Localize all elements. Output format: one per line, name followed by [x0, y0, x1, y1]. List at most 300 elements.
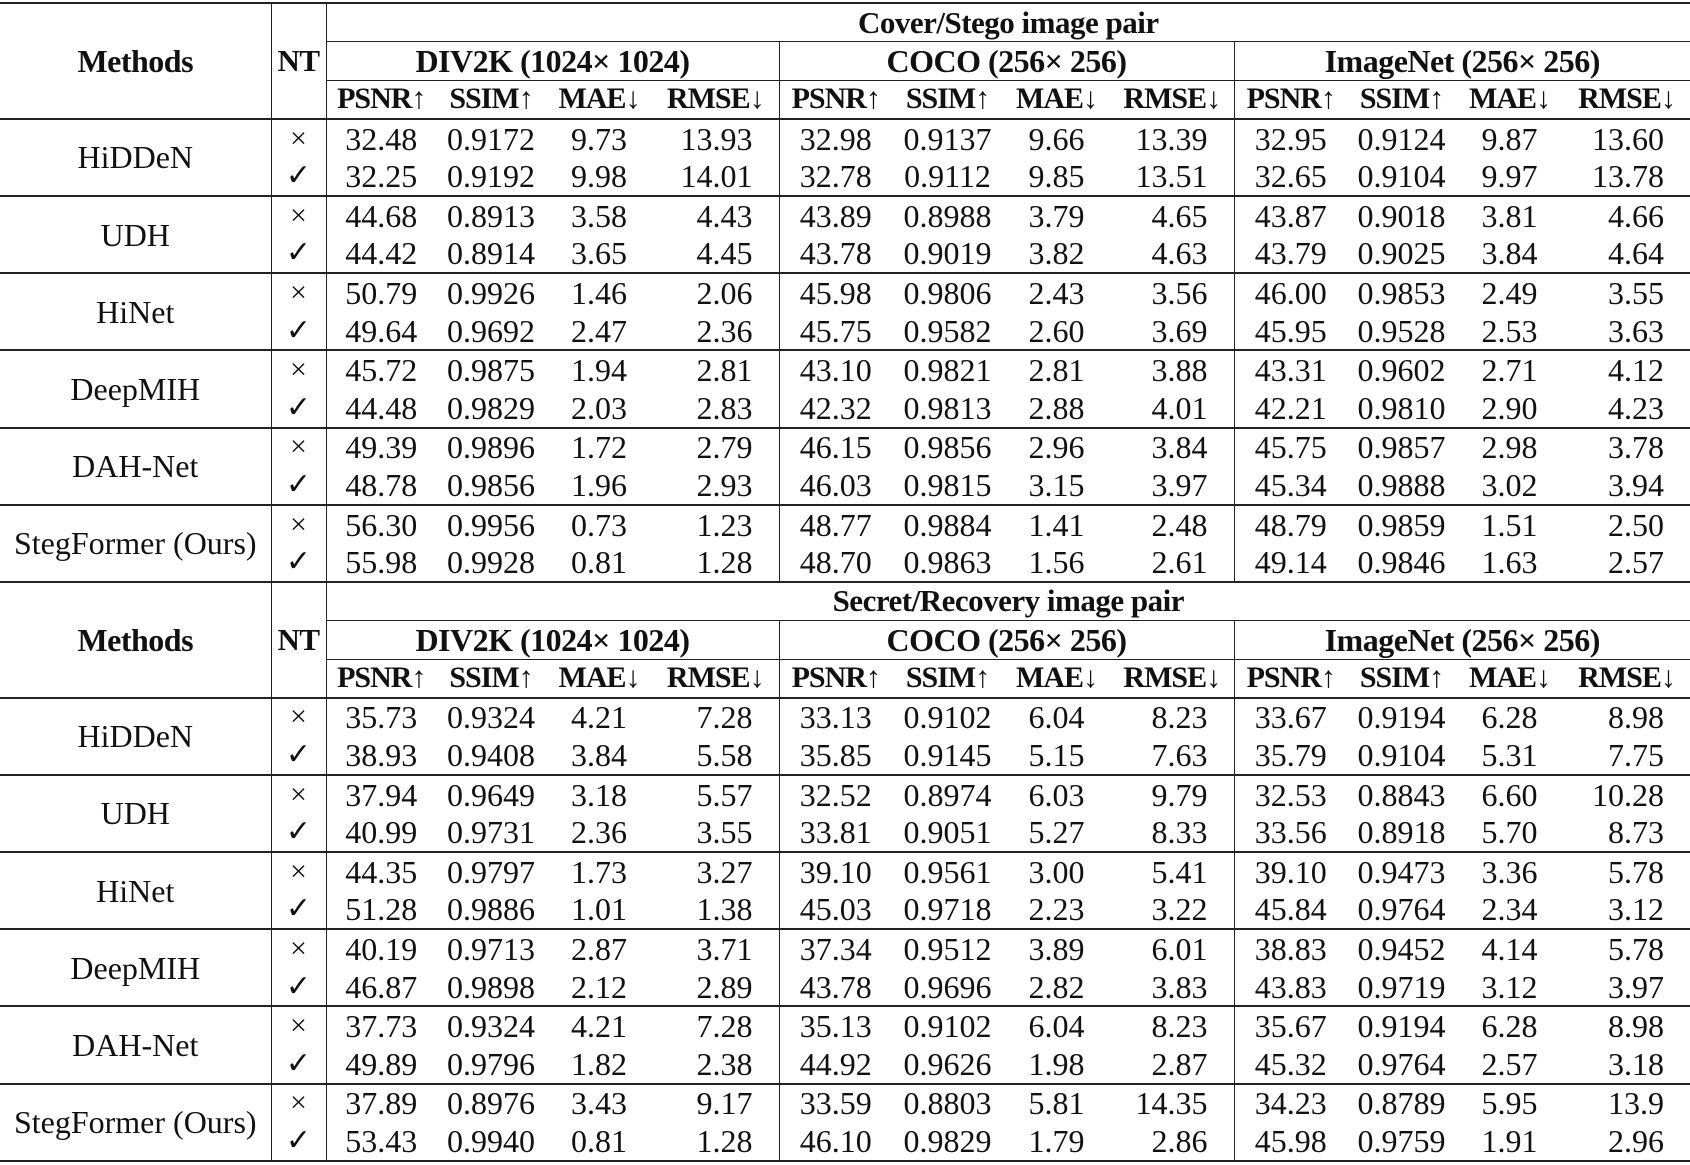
value-cell: 0.9759: [1347, 1122, 1456, 1161]
value-cell: 32.65: [1254, 158, 1327, 195]
value-cell: 1.28: [652, 1122, 779, 1161]
value-cell: 0.9692: [447, 312, 535, 349]
value-cell: 53.43: [326, 1122, 436, 1161]
value-cell: 2.96: [1563, 1122, 1690, 1161]
value-cell: 3.00: [1003, 852, 1110, 891]
method-name: DAH-Net: [0, 1006, 271, 1083]
method-name: HiDDeN: [0, 698, 271, 775]
value-cell: 3.79: [1003, 196, 1110, 235]
value-cell: 44.35: [326, 852, 436, 891]
value-cell: 35.67: [1234, 1006, 1347, 1045]
method-name: DAH-Net: [0, 428, 271, 505]
metric-header: RMSE↓: [652, 659, 779, 698]
value-cell: 13.78: [1592, 158, 1665, 195]
value-cell: 4.45: [652, 235, 779, 274]
table-row: [0, 119, 1690, 158]
value-cell: 2.89: [652, 968, 779, 1007]
value-cell: 4.21: [546, 698, 652, 737]
value-cell: 14.35: [1110, 1084, 1234, 1123]
value-cell: 43.10: [779, 350, 892, 389]
value-cell: 0.8974: [892, 775, 1003, 814]
value-cell: 40.99: [345, 814, 418, 851]
table-row: [0, 929, 1690, 968]
value-cell: 9.79: [1110, 775, 1234, 814]
value-cell: 1.91: [1456, 1122, 1563, 1161]
value-cell: 0.8913: [436, 196, 546, 235]
metric-header: PSNR↑: [1234, 80, 1347, 119]
value-cell: 2.60: [1028, 312, 1085, 349]
value-cell: 13.93: [652, 119, 779, 158]
cross-icon: ×: [271, 698, 326, 737]
value-cell: 5.95: [1456, 1084, 1563, 1123]
value-cell: 51.28: [345, 891, 418, 928]
value-cell: 0.9102: [892, 1006, 1003, 1045]
value-cell: 0.9884: [892, 505, 1003, 544]
value-cell: 2.49: [1456, 273, 1563, 312]
value-cell: 4.64: [1608, 235, 1665, 272]
value-cell: 6.01: [1110, 929, 1234, 968]
value-cell: 2.57: [1608, 544, 1665, 581]
value-cell: 0.9926: [436, 273, 546, 312]
value-cell: 0.9528: [1357, 312, 1446, 349]
value-cell: 0.9473: [1347, 852, 1456, 891]
value-cell: 6.03: [1003, 775, 1110, 814]
value-cell: 13.51: [1110, 157, 1234, 196]
cross-icon: ×: [271, 1006, 326, 1045]
value-cell: 0.9124: [1347, 119, 1456, 158]
value-cell: 6.28: [1456, 698, 1563, 737]
value-cell: 9.98: [571, 158, 627, 195]
value-cell: 9.97: [1481, 158, 1538, 195]
value-cell: 46.10: [779, 1122, 892, 1161]
value-cell: 37.73: [326, 1006, 436, 1045]
value-cell: 3.18: [1608, 1045, 1665, 1082]
value-cell: 43.87: [1234, 196, 1347, 235]
value-cell: 1.82: [571, 1045, 627, 1082]
value-cell: 3.15: [1028, 466, 1085, 503]
value-cell: 1.38: [652, 891, 779, 930]
value-cell: 0.9813: [903, 389, 992, 426]
value-cell: 43.78: [799, 968, 872, 1005]
value-cell: 8.33: [1110, 813, 1234, 852]
method-name: StegFormer (Ours): [0, 1084, 271, 1161]
value-cell: 40.19: [326, 929, 436, 968]
value-cell: 45.03: [799, 891, 872, 928]
value-cell: 0.9856: [447, 466, 535, 503]
method-name: HiNet: [0, 273, 271, 350]
value-cell: 2.93: [652, 466, 779, 505]
cross-icon: ×: [271, 196, 326, 235]
value-cell: 0.9051: [903, 814, 992, 851]
value-cell: 7.75: [1608, 737, 1665, 774]
value-cell: 5.70: [1481, 814, 1538, 851]
value-cell: 3.94: [1608, 466, 1665, 503]
metric-header: SSIM↑: [1347, 659, 1456, 698]
value-cell: 0.9940: [436, 1122, 546, 1161]
value-cell: 0.9956: [436, 505, 546, 544]
value-cell: 46.15: [779, 428, 892, 467]
metric-header: PSNR↑: [779, 80, 892, 119]
value-cell: 0.9649: [436, 775, 546, 814]
value-cell: 33.13: [779, 698, 892, 737]
value-cell: 2.23: [1028, 891, 1085, 928]
value-cell: 39.10: [1234, 852, 1347, 891]
cross-icon: ×: [271, 350, 326, 389]
value-cell: 2.03: [571, 389, 627, 426]
value-cell: 44.68: [326, 196, 436, 235]
dataset-header: ImageNet (256× 256): [1234, 621, 1690, 660]
check-icon: ✓: [271, 466, 326, 505]
value-cell: 3.55: [652, 813, 779, 852]
value-cell: 3.82: [1028, 235, 1085, 272]
value-cell: 0.9797: [436, 852, 546, 891]
value-cell: 7.63: [1110, 736, 1234, 775]
metric-header: MAE↓: [1003, 659, 1110, 698]
value-cell: 14.01: [652, 157, 779, 196]
value-cell: 38.83: [1234, 929, 1347, 968]
value-cell: 5.57: [652, 775, 779, 814]
value-cell: 2.47: [571, 312, 627, 349]
metric-header: MAE↓: [1456, 80, 1563, 119]
value-cell: 0.9626: [903, 1045, 992, 1082]
value-cell: 2.34: [1481, 891, 1538, 928]
value-cell: 4.66: [1563, 196, 1690, 235]
value-cell: 0.9898: [447, 968, 535, 1005]
value-cell: 33.56: [1254, 814, 1327, 851]
metric-header: MAE↓: [1456, 659, 1563, 698]
value-cell: 35.79: [1254, 737, 1327, 774]
value-cell: 45.72: [326, 350, 436, 389]
section-title: Cover/Stego image pair: [326, 3, 1690, 42]
value-cell: 3.63: [1608, 312, 1665, 349]
value-cell: 8.23: [1110, 698, 1234, 737]
check-icon: ✓: [271, 543, 326, 582]
value-cell: 2.61: [1110, 543, 1234, 582]
value-cell: 2.43: [1003, 273, 1110, 312]
check-icon: ✓: [271, 1045, 326, 1084]
value-cell: 13.60: [1563, 119, 1690, 158]
value-cell: 1.51: [1456, 505, 1563, 544]
value-cell: 0.9863: [903, 544, 992, 581]
value-cell: 56.30: [326, 505, 436, 544]
value-cell: 2.50: [1563, 505, 1690, 544]
value-cell: 1.96: [571, 466, 627, 503]
value-cell: 0.9764: [1357, 1045, 1446, 1082]
value-cell: 1.28: [652, 543, 779, 582]
value-cell: 4.63: [1110, 235, 1234, 274]
method-name: HiDDeN: [0, 119, 271, 196]
cross-icon: ×: [271, 119, 326, 158]
value-cell: 33.81: [799, 814, 872, 851]
value-cell: 0.9896: [436, 428, 546, 467]
value-cell: 3.71: [652, 929, 779, 968]
value-cell: 5.15: [1028, 737, 1085, 774]
check-icon: ✓: [271, 389, 326, 428]
value-cell: 45.75: [1234, 428, 1347, 467]
value-cell: 34.23: [1234, 1084, 1347, 1123]
value-cell: 9.87: [1456, 119, 1563, 158]
value-cell: 38.93: [345, 737, 418, 774]
value-cell: 45.98: [1234, 1122, 1347, 1161]
check-icon: ✓: [271, 312, 326, 351]
value-cell: 45.84: [1254, 891, 1327, 928]
value-cell: 37.89: [326, 1084, 436, 1123]
value-cell: 1.01: [571, 891, 627, 928]
value-cell: 3.69: [1110, 312, 1234, 351]
value-cell: 0.9713: [436, 929, 546, 968]
value-cell: 45.32: [1254, 1045, 1327, 1082]
value-cell: 2.36: [571, 814, 627, 851]
metric-header: PSNR↑: [326, 659, 436, 698]
cross-icon: ×: [271, 428, 326, 467]
value-cell: 43.31: [1234, 350, 1347, 389]
method-name: DeepMIH: [0, 350, 271, 427]
value-cell: 2.83: [652, 389, 779, 428]
value-cell: 44.92: [799, 1045, 872, 1082]
cross-icon: ×: [271, 775, 326, 814]
value-cell: 45.75: [799, 312, 872, 349]
value-cell: 32.98: [779, 119, 892, 158]
value-cell: 2.12: [571, 968, 627, 1005]
value-cell: 4.43: [652, 196, 779, 235]
value-cell: 46.03: [799, 466, 872, 503]
value-cell: 3.12: [1608, 891, 1665, 928]
value-cell: 0.9821: [892, 350, 1003, 389]
table-row: [0, 428, 1690, 467]
metric-header: SSIM↑: [436, 659, 546, 698]
value-cell: 0.8976: [436, 1084, 546, 1123]
value-cell: 32.53: [1234, 775, 1347, 814]
metric-header: SSIM↑: [892, 80, 1003, 119]
value-cell: 9.73: [546, 119, 652, 158]
check-icon: ✓: [271, 157, 326, 196]
metric-header: RMSE↓: [1110, 659, 1234, 698]
metric-header: SSIM↑: [892, 659, 1003, 698]
value-cell: 3.97: [1110, 466, 1234, 505]
value-cell: 9.85: [1028, 158, 1085, 195]
value-cell: 0.9112: [904, 158, 991, 195]
value-cell: 46.87: [345, 968, 418, 1005]
value-cell: 44.42: [345, 235, 418, 272]
value-cell: 0.9928: [447, 544, 535, 581]
value-cell: 0.81: [571, 544, 627, 581]
value-cell: 35.13: [779, 1006, 892, 1045]
value-cell: 5.27: [1028, 814, 1085, 851]
value-cell: 9.66: [1003, 119, 1110, 158]
value-cell: 0.9194: [1347, 698, 1456, 737]
value-cell: 32.48: [326, 119, 436, 158]
value-cell: 0.9853: [1347, 273, 1456, 312]
value-cell: 1.73: [546, 852, 652, 891]
table-row: [0, 698, 1690, 737]
value-cell: 8.98: [1563, 1006, 1690, 1045]
metric-header: RMSE↓: [1563, 659, 1690, 698]
value-cell: 8.98: [1563, 698, 1690, 737]
method-name: UDH: [0, 775, 271, 852]
value-cell: 2.98: [1456, 428, 1563, 467]
value-cell: 0.9324: [436, 698, 546, 737]
value-cell: 0.9806: [892, 273, 1003, 312]
table-row: [0, 852, 1690, 891]
method-name: DeepMIH: [0, 929, 271, 1006]
value-cell: 2.88: [1028, 389, 1085, 426]
results-table: [0, 2, 1690, 1162]
value-cell: 3.27: [652, 852, 779, 891]
value-cell: 0.9846: [1357, 544, 1446, 581]
value-cell: 0.9888: [1357, 466, 1446, 503]
value-cell: 2.48: [1110, 505, 1234, 544]
value-cell: 3.78: [1563, 428, 1690, 467]
metric-header: MAE↓: [546, 80, 652, 119]
dataset-header: COCO (256× 256): [779, 621, 1234, 660]
check-icon: ✓: [271, 1122, 326, 1161]
metric-header: PSNR↑: [326, 80, 436, 119]
value-cell: 4.01: [1110, 389, 1234, 428]
value-cell: 33.59: [779, 1084, 892, 1123]
value-cell: 3.43: [546, 1084, 652, 1123]
value-cell: 0.9718: [903, 891, 992, 928]
value-cell: 37.94: [326, 775, 436, 814]
value-cell: 0.9102: [892, 698, 1003, 737]
value-cell: 2.38: [652, 1045, 779, 1084]
value-cell: 2.86: [1110, 1122, 1234, 1161]
value-cell: 5.41: [1110, 852, 1234, 891]
value-cell: 35.85: [799, 737, 872, 774]
value-cell: 0.9829: [892, 1122, 1003, 1161]
value-cell: 0.9452: [1347, 929, 1456, 968]
value-cell: 0.81: [546, 1122, 652, 1161]
table-row: [0, 1006, 1690, 1045]
dataset-header: DIV2K (1024× 1024): [326, 42, 779, 81]
value-cell: 35.73: [326, 698, 436, 737]
value-cell: 0.8803: [892, 1084, 1003, 1123]
check-icon: ✓: [271, 813, 326, 852]
table-row: [0, 350, 1690, 389]
metric-header: SSIM↑: [436, 80, 546, 119]
value-cell: 0.73: [546, 505, 652, 544]
value-cell: 50.79: [326, 273, 436, 312]
value-cell: 4.14: [1456, 929, 1563, 968]
value-cell: 1.63: [1481, 544, 1538, 581]
value-cell: 3.88: [1110, 350, 1234, 389]
value-cell: 45.34: [1254, 466, 1327, 503]
value-cell: 0.9512: [892, 929, 1003, 968]
value-cell: 0.9194: [1347, 1006, 1456, 1045]
value-cell: 6.04: [1003, 698, 1110, 737]
table-row: [0, 1084, 1690, 1123]
cross-icon: ×: [271, 1084, 326, 1123]
value-cell: 0.9875: [436, 350, 546, 389]
value-cell: 3.18: [546, 775, 652, 814]
value-cell: 0.9602: [1347, 350, 1456, 389]
value-cell: 0.9796: [447, 1045, 535, 1082]
value-cell: 45.98: [779, 273, 892, 312]
value-cell: 2.79: [652, 428, 779, 467]
table-row: [0, 196, 1690, 235]
value-cell: 0.9104: [1357, 158, 1446, 195]
value-cell: 0.9018: [1347, 196, 1456, 235]
value-cell: 7.28: [652, 1006, 779, 1045]
nt-header: NT: [271, 582, 326, 698]
value-cell: 0.9810: [1357, 389, 1446, 426]
value-cell: 0.9582: [903, 312, 992, 349]
value-cell: 2.87: [546, 929, 652, 968]
value-cell: 0.9829: [447, 389, 535, 426]
value-cell: 48.79: [1234, 505, 1347, 544]
value-cell: 0.9019: [903, 235, 992, 272]
value-cell: 1.94: [546, 350, 652, 389]
value-cell: 49.64: [345, 312, 418, 349]
section-title: Secret/Recovery image pair: [326, 582, 1690, 621]
value-cell: 0.9856: [892, 428, 1003, 467]
value-cell: 0.9324: [436, 1006, 546, 1045]
value-cell: 2.81: [1003, 350, 1110, 389]
value-cell: 3.22: [1110, 891, 1234, 930]
table-row: [0, 273, 1690, 312]
method-name: StegFormer (Ours): [0, 505, 271, 582]
value-cell: 0.9731: [447, 814, 535, 851]
table-row: [0, 775, 1690, 814]
value-cell: 44.48: [345, 389, 418, 426]
value-cell: 0.8789: [1347, 1084, 1456, 1123]
metric-header: PSNR↑: [779, 659, 892, 698]
value-cell: 32.25: [345, 158, 418, 195]
value-cell: 37.34: [779, 929, 892, 968]
value-cell: 3.55: [1563, 273, 1690, 312]
value-cell: 1.23: [652, 505, 779, 544]
metric-header: RMSE↓: [1110, 80, 1234, 119]
value-cell: 42.21: [1254, 389, 1327, 426]
value-cell: 1.41: [1003, 505, 1110, 544]
value-cell: 2.53: [1481, 312, 1538, 349]
value-cell: 3.81: [1456, 196, 1563, 235]
value-cell: 6.28: [1456, 1006, 1563, 1045]
value-cell: 48.78: [345, 466, 418, 503]
value-cell: 0.9137: [892, 119, 1003, 158]
value-cell: 3.89: [1003, 929, 1110, 968]
value-cell: 6.04: [1003, 1006, 1110, 1045]
metric-header: PSNR↑: [1234, 659, 1347, 698]
value-cell: 0.9857: [1347, 428, 1456, 467]
value-cell: 0.9025: [1357, 235, 1446, 272]
dataset-header: DIV2K (1024× 1024): [326, 621, 779, 660]
value-cell: 3.83: [1110, 968, 1234, 1007]
value-cell: 5.31: [1481, 737, 1538, 774]
value-cell: 3.56: [1110, 273, 1234, 312]
value-cell: 43.79: [1254, 235, 1327, 272]
value-cell: 4.23: [1608, 389, 1665, 426]
cross-icon: ×: [271, 852, 326, 891]
metric-header: RMSE↓: [652, 80, 779, 119]
value-cell: 49.89: [345, 1045, 418, 1082]
value-cell: 43.78: [799, 235, 872, 272]
value-cell: 0.9561: [892, 852, 1003, 891]
method-name: HiNet: [0, 852, 271, 929]
value-cell: 0.9172: [436, 119, 546, 158]
value-cell: 1.98: [1028, 1045, 1085, 1082]
value-cell: 2.90: [1481, 389, 1538, 426]
value-cell: 0.9815: [903, 466, 992, 503]
value-cell: 3.58: [546, 196, 652, 235]
value-cell: 42.32: [799, 389, 872, 426]
value-cell: 10.28: [1563, 775, 1690, 814]
value-cell: 45.95: [1254, 312, 1327, 349]
table-row: [0, 505, 1690, 544]
value-cell: 4.65: [1110, 196, 1234, 235]
check-icon: ✓: [271, 736, 326, 775]
value-cell: 2.71: [1456, 350, 1563, 389]
value-cell: 33.67: [1234, 698, 1347, 737]
